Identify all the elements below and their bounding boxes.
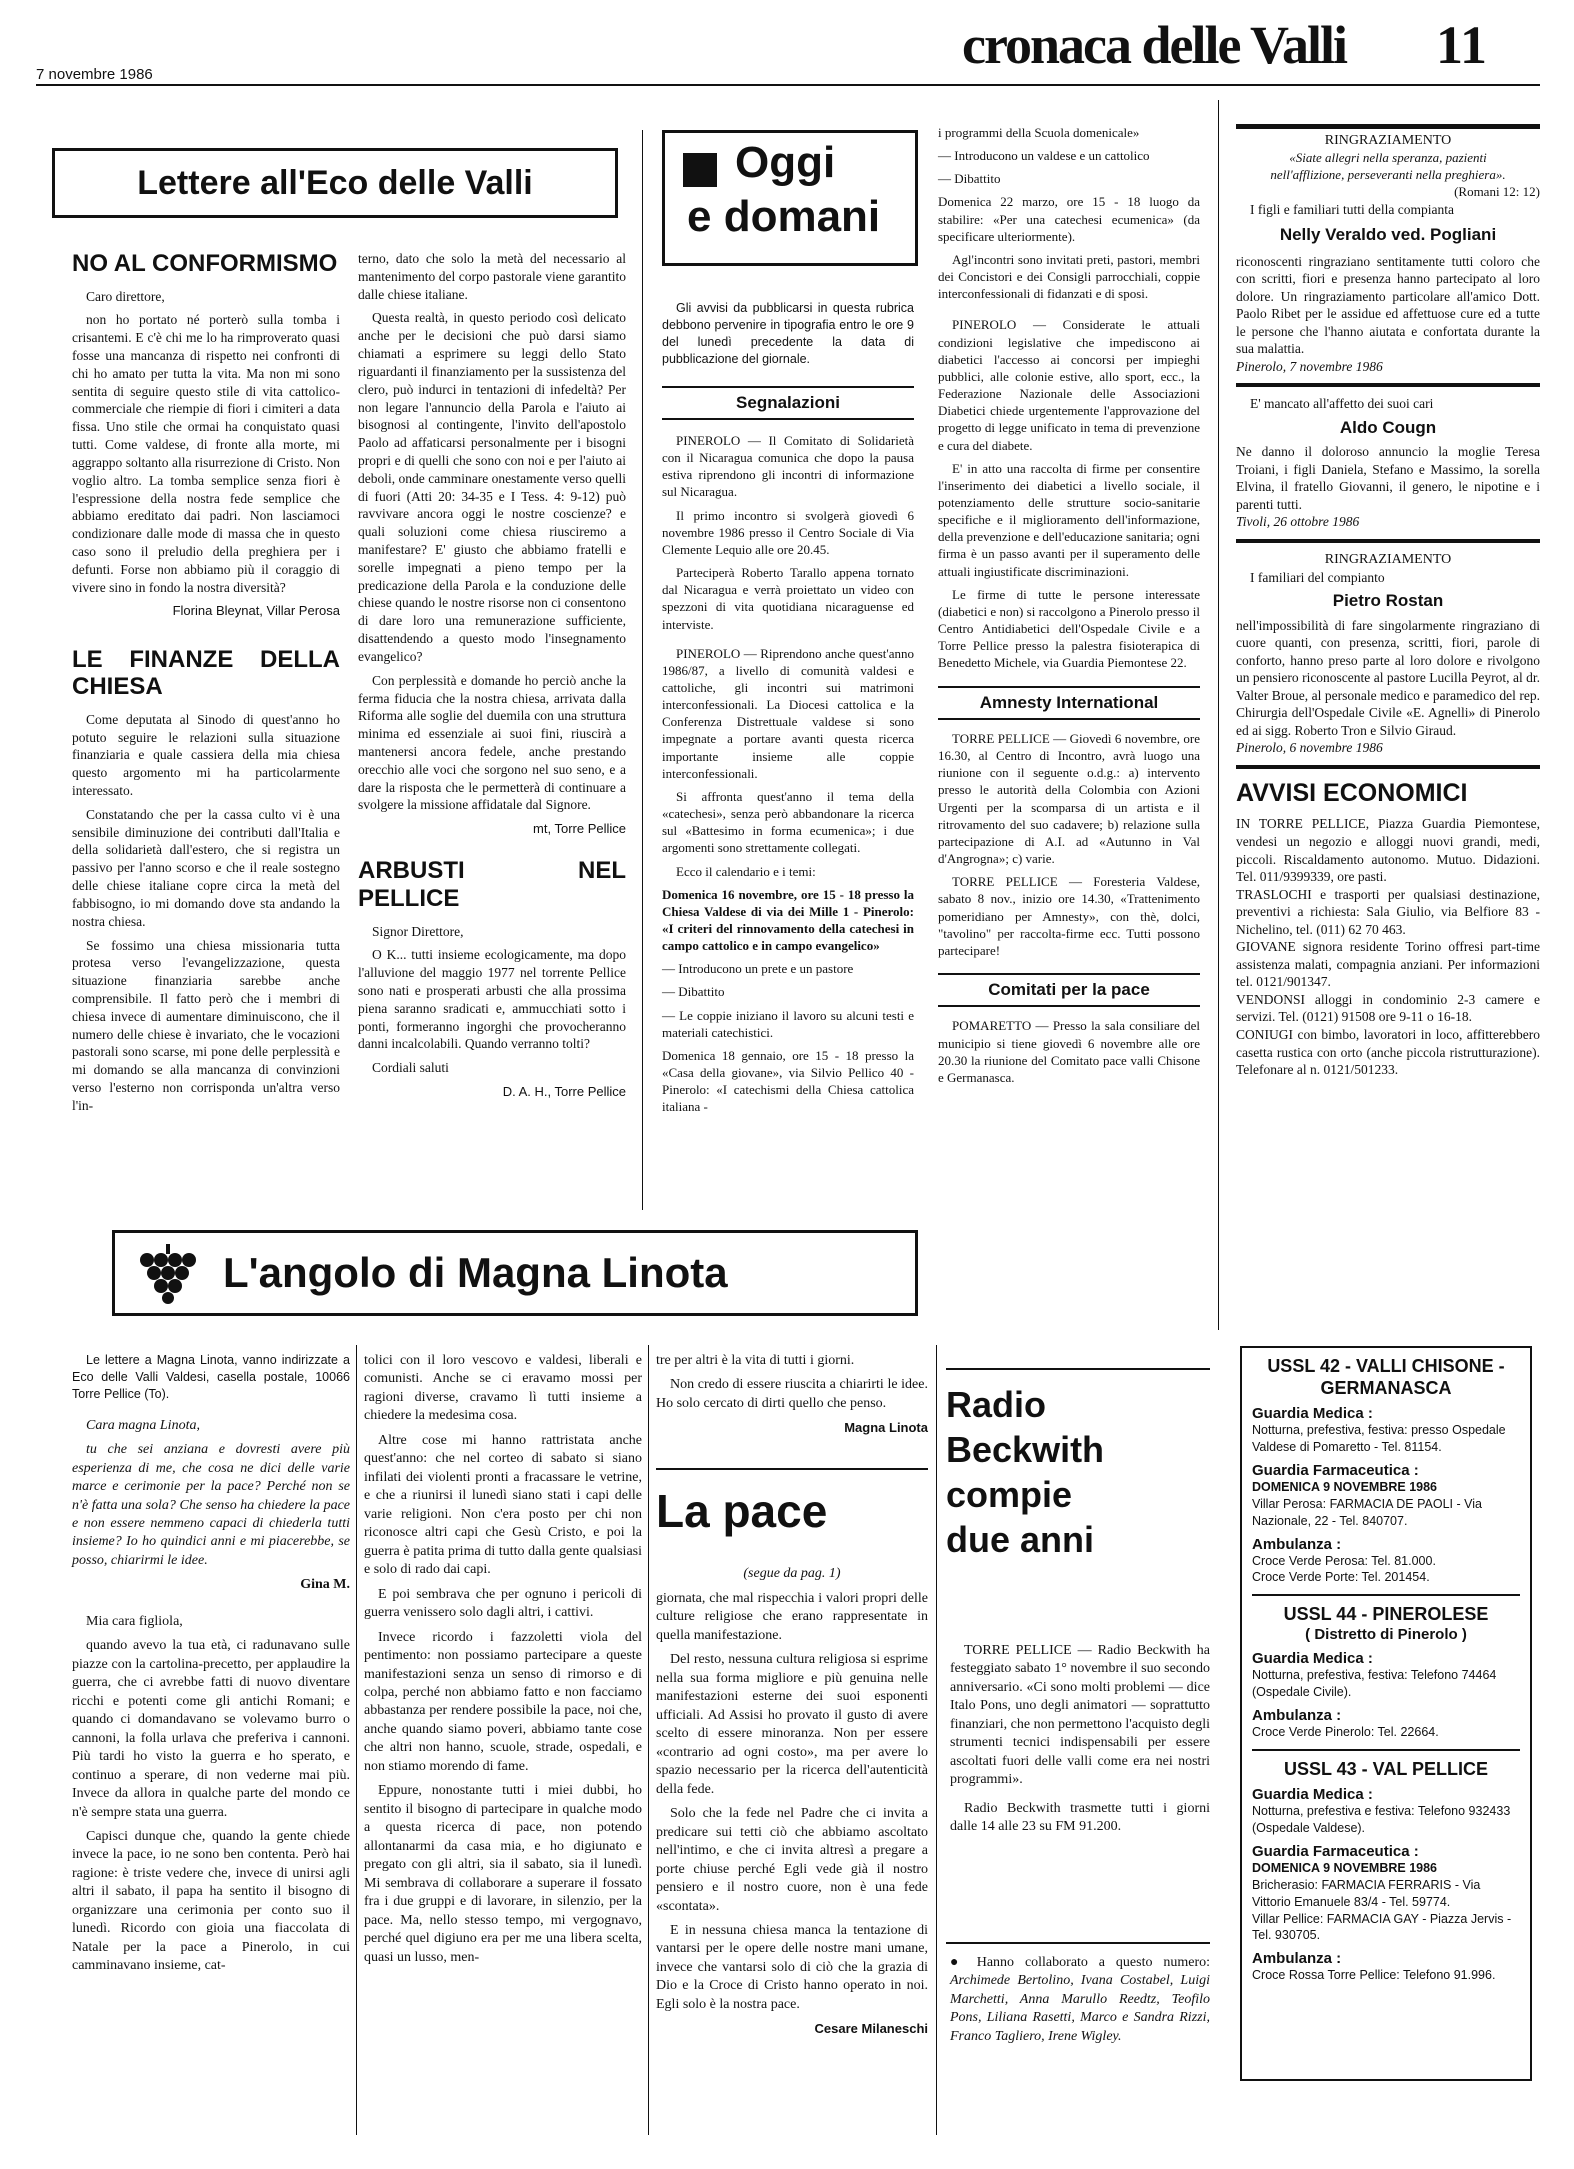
magna-divider-2 xyxy=(648,1345,649,2135)
oggi-pin5: Si affronta quest'anno il tema della «catechesi», senza però abbandonare la ricerca sul «Battesimo in forma ecumenica»; i due argomenti sono strettamente collegati. xyxy=(662,788,914,856)
page-number: 11 xyxy=(1436,15,1488,75)
finanze-p2: Constatando che per la cassa culto vi è una sensibile diminuzione dei contributi dall'Italia e della solidarietà dall'estero, che si registra un passivo per l'anno scorso e che il reale sostegno delle chiese italiane copre circa la metà del fabbisogno, io mi domando dove sta andando la nostra chiesa. xyxy=(72,806,340,929)
pace-rule xyxy=(656,1468,928,1470)
oggi-col2a: i programmi della Scuola domenicale» xyxy=(938,125,1140,140)
ussl43-gf-b: Villar Pellice: FARMACIA GAY - Piazza Jervis - Tel. 930705. xyxy=(1252,1911,1512,1943)
radio-divider xyxy=(936,1345,937,2135)
oggi-pin4: PINEROLO — Riprendono anche quest'anno 1986/87, a livello di comunità valdesi e cattoliche, gli incontri sui matrimoni interconfessionali. La Diocesi cattolica e la Conferenza Distrettuale valdese si sono impegnate a portare avanti questa ricerca importante insieme alle coppie interconfessionali. xyxy=(662,645,914,781)
pace-p3: Solo che la fede nel Padre che ci invita a predicare sui tetti ciò che abbiamo ascoltato nell'intimo, e che ci invita altresì a pregare a porte chiuse perché Egli vede già il nostro pensiero e il nostro cuore, non è una fede «scontata». xyxy=(656,1806,928,1914)
ussl44-gm: Notturna, prefestiva, festiva: Telefono 74464 (Ospedale Civile). xyxy=(1252,1667,1497,1699)
ussl44-title: USSL 44 - PINEROLESE xyxy=(1283,1604,1489,1625)
pace-p4: E in nessuna chiesa manca la tentazione di vantarsi per le opere delle nostre mani umane, invece che vantarsi solo di ciò che la grazia di Dio e la Croce di Cristo hanno operato in noi. Egli solo è la nostra pace. xyxy=(656,1922,928,2012)
oggi-dom16b: — Dibattito xyxy=(662,984,725,1000)
oggi-pin1: PINEROLO — Il Comitato di Solidarietà con il Nicaragua comunica che dopo la pausa estiva riprendono gli incontri di informazione sul Nicaragua. xyxy=(662,432,914,500)
magna-r5: E poi sembrava che per ognuno i pericoli di guerra venissero solo dagli altri, i cattivi. xyxy=(364,1586,642,1621)
right-rule-1 xyxy=(1236,383,1540,387)
ring1-ref: (Romani 12: 12) xyxy=(1454,183,1540,199)
mancato-intro: E' mancato all'affetto dei suoi cari xyxy=(1250,396,1434,412)
magna-letter-signature: Gina M. xyxy=(300,1577,350,1593)
collab-names: Archimede Bertolino, Ivana Costabel, Luigi Marchetti, Anna Marullo Reedtz, Teofilo Pons, Liliana Rasetti, Marco e Sandra Rizzi, Franco Tagliero, Irene Wigley. xyxy=(950,1973,1210,2044)
masthead-date: 7 novembre 1986 xyxy=(36,66,153,83)
arbusti-body: O K... tutti insieme ecologicamente, ma dopo l'alluvione del maggio 1977 nel torrente Pellice sono nati e prosperati arbusti che alla prossima piena saranno sradicati e, ammucchiati sotto i ponti, formeranno ingorghi che provocheranno danni incalcolabili. Quando verranno tolti? xyxy=(358,947,626,1052)
masthead-section: cronaca delle Valli xyxy=(962,15,1347,75)
grapes-icon xyxy=(133,1242,203,1304)
ussl42-gm: Notturna, prefestiva, festiva: presso Ospedale Valdese di Pomaretto - Tel. 81154. xyxy=(1252,1423,1506,1455)
oggi-col-2 xyxy=(938,124,1200,1092)
ussl44-amb-label: Ambulanza : xyxy=(1252,1706,1342,1724)
avvisi-5: CONIUGI con bimbo, lavoratori in loco, affitterebbero casetta rustica con orto (anche piccola ristrutturazione). Telefonare al n. 0121/501233. xyxy=(1236,1026,1540,1078)
conformismo-body: non ho portato né porterò sulla tomba i crisantemi. E c'è chi me lo ha rimproverato quasi fosse una mancanza di rispetto nei confronti di chi ho amato per tutta la vita. Ma non mi sono sentita di seguire questo stile di vita cattolico-commerciale che riempie di fiori i cimiteri a data fissa. Uno stile che ormai ha conquistato quasi tutti. Come valdese, di fronte alla morte, mi aggrappo soltanto alla risurrezione di Cristo. Non voglio altro. La tomba semplice senza fiori è l'espressione della nostra fede semplice che abbiamo ereditato dai padri. Non lasciamoci condizionare dalle mode di massa che in questo caso sono il preludio della preghiera per i defunti. Forse non abbiamo più il coraggio di vivere sino in fondo la nostra diversità? xyxy=(72,312,340,595)
ussl43-date: DOMENICA 9 NOVEMBRE 1986 xyxy=(1252,1860,1437,1875)
ussl43-title: USSL 43 - VAL PELLICE xyxy=(1283,1758,1489,1779)
lettere-divider xyxy=(642,130,643,1210)
radio-p2: Radio Beckwith trasmette tutti i giorni dalle 14 alle 23 su FM 91.200. xyxy=(950,1800,1210,1835)
oggi-pomaretto: POMARETTO — Presso la sala consiliare del municipio si tiene giovedì 6 novembre alle ore 20.30 la riunione del Comitato pace valli Chisone e Germanasca. xyxy=(938,1018,1200,1085)
finanze-p6: Con perplessità e domande ho perciò anche la ferma fiducia che la nostra chiesa, arrivata dalla Riforma alle soglie del duemila con una struttura minima ed essenziale ai suoi fini, riuscirà a mantenersi ancora fedele, anche prestando orecchio alle voci che sorgono nel suo seno, e a dare la risposta che le permetterà di continuare a svolgere la missione affidatale dal Signore. xyxy=(358,672,626,813)
oggi-amnesty1: TORRE PELLICE — Giovedì 6 novembre, ore 16.30, al Centro di Incontro, avrà luogo una riunione con il seguente o.d.g.: a) intervento presso le autorità della Colombia con Azioni Urgenti per la scomparsa di un artista e il ritrovamento del suo cadavere; b) relazione sulla partecipazione di A.I. ad «Autunno in Val d'Angrogna»; c) varie. xyxy=(938,730,1200,867)
right-top-rule xyxy=(1236,124,1540,129)
ring1-place: Pinerolo, 7 novembre 1986 xyxy=(1236,358,1383,374)
avvisi-3: GIOVANE signora residente Torino offresi part-time assistenza malati, compagnia anziani. Per informazioni tel. 0121/901347. xyxy=(1236,939,1540,990)
radio-title-1: Radio xyxy=(946,1384,1047,1425)
ussl42-gm-label: Guardia Medica : xyxy=(1252,1405,1373,1423)
ussl44-gm-label: Guardia Medica : xyxy=(1252,1649,1373,1667)
magna-r2: Capisci dunque che, quando la gente chiede invece la pace, io ne sono ben contenta. Però hai ragione: è triste vedere che, invece di unirsi agli altri il sabato, il papa ha sentito il bisogno di organizzare una cerimonia per conto suo il lunedì. Ricordo con gioia una fiaccolata di Natale per la pace a Pinerolo, in cui camminavano insieme, cat- xyxy=(72,1829,350,1974)
magna-r4: Altre cose mi hanno rattristata anche quest'anno: che nel corteo di sabato si siano infilati dei violenti pronti a fracassare le vetrine, e che a riunirsi il lunedì siano stati i capi delle varie religioni. Non c'era posto per chi non riconosce altri capi che Gesù Cristo, e poi la guerra è patita prima di tutto dalla gente qualsiasi e solo di rado dai capi. xyxy=(364,1432,642,1578)
arbusti-signature: D. A. H., Torre Pellice xyxy=(502,1084,626,1100)
lettere-col-1 xyxy=(72,250,340,1121)
oggi-col-1 xyxy=(662,300,914,1122)
magna-r8: tre per altri è la vita di tutti i giorni. xyxy=(656,1353,855,1368)
amnesty-label: Amnesty International xyxy=(938,686,1200,720)
mancato-text: Ne danno il doloroso annuncio la moglie Teresa Troiani, i figli Daniela, Stefano e Massimo, la sorella Elvina, il fratello Giovanni, il genero, le nipotine e i parenti tutti. xyxy=(1236,443,1540,512)
collab-intro: Hanno collaborato a questo numero: xyxy=(976,1955,1210,1970)
ussl43-amb-label: Ambulanza : xyxy=(1252,1950,1342,1968)
square-icon xyxy=(683,153,717,187)
magna-reply-salutation: Mia cara figliola, xyxy=(86,1613,183,1629)
radio-rule xyxy=(946,1368,1210,1370)
ussl44-amb: Croce Verde Pinerolo: Tel. 22664. xyxy=(1252,1724,1439,1739)
ring1-text: riconoscenti ringraziano sentitamente tutti coloro che con scritti, fiori e presenza hanno partecipato al loro dolore. Un ringraziamento particolare all'amico Dott. Paolo Ribet per le assidue ed affettuose cure ed a tutte le persone che l'hanno aiutata e confortata durante la sua malattia. xyxy=(1236,253,1540,357)
magna-header-text: L'angolo di Magna Linota xyxy=(223,1249,728,1296)
magna-col-3 xyxy=(656,1352,928,1437)
oggi-intro: Gli avvisi da pubblicarsi in questa rubrica debbono pervenire in tipografia entro le ore 9 del lunedì precedente la data di pubblicazione del giornale. xyxy=(662,301,914,366)
ussl44-subtitle: ( Distretto di Pinerolo ) xyxy=(1305,1625,1467,1643)
ussl43-amb: Croce Rossa Torre Pellice: Telefono 91.996. xyxy=(1252,1968,1496,1983)
arbusti-title: ARBUSTI NEL PELLICE xyxy=(358,857,626,912)
ussl43-gf-label: Guardia Farmaceutica : xyxy=(1252,1842,1419,1860)
ring2-text: nell'impossibilità di fare singolarmente ringraziano di cuore quanti, con presenza, scritti, fiori, parole di conforto, hanno preso parte al loro dolore e rivolgono un pensiero riconoscente al pastore Lucilla Peyrot, al dr. Valter Broue, al personale medico e paramedico del rep. Chirurgia dell'Ospedale Civile «E. Agnelli» di Pinerolo ed ai sigg. Roberto Tron e Silvio Giraud. xyxy=(1236,617,1540,738)
magna-col-1 xyxy=(72,1352,350,1982)
ring2-intro: I familiari del compianto xyxy=(1250,569,1385,585)
radio-p1: TORRE PELLICE — Radio Beckwith ha festeggiato sabato 1° novembre il suo secondo anniversario. «Ci sono molti problemi — dice Italo Pons, uno degli animatori — soprattutto finanziari, che non permettono l'acquisto degli strumenti tecnici indispensabili per essere ascoltati fuori delle valli come era nei nostri programmi». xyxy=(950,1643,1210,1788)
oggi-title-1: Oggi xyxy=(735,138,836,187)
arbusti-closing: Cordiali saluti xyxy=(372,1060,449,1076)
ussl-box xyxy=(1240,1346,1532,2081)
arbusti-salutation: Signor Direttore, xyxy=(372,923,464,939)
ring1-label: RINGRAZIAMENTO xyxy=(1324,133,1452,148)
ring2-place: Pinerolo, 6 novembre 1986 xyxy=(1236,740,1383,756)
oggi-pin3: Parteciperà Roberto Tarallo appena tornato dal Nicaragua e verrà proiettato un video con spezzoni di vita quotidiana nicaraguense ed interviste. xyxy=(662,565,914,632)
right-rule-3 xyxy=(1236,765,1540,769)
oggi-dom22: Domenica 22 marzo, ore 15 - 18 luogo da stabilire: «Per una catechesi ecumenica» (da specificare ulteriormente). xyxy=(938,194,1200,244)
conformismo-title: NO AL CONFORMISMO xyxy=(72,250,338,277)
lettere-header xyxy=(52,148,618,218)
ring2-name: Pietro Rostan xyxy=(1332,591,1444,611)
oggi-header xyxy=(662,130,918,266)
magna-r9: Non credo di essere riuscita a chiarirti le idee. Ho solo cercato di dirti quello che penso. xyxy=(656,1377,928,1411)
ussl42-gf-label: Guardia Farmaceutica : xyxy=(1252,1461,1419,1479)
oggi-invitati: Agl'incontri sono invitati preti, pastori, membri dei Concistori e dei Consigli parrocchiali, coppie interconfessionali di fidanzati e di sposi. xyxy=(938,251,1200,302)
oggi-diab3: Le firme di tutte le persone interessate (diabetici e non) si raccolgono a Pinerolo presso il Centro Antidiabetici dell'Ospedale Civile e a Torre Pellice presso la palestra fisioterapica di Benedetto Michele, via Guardia Piemontese 22. xyxy=(938,586,1200,671)
avvisi-2: TRASLOCHI e trasporti per qualsiasi destinazione, preventivi a richiesta: Sala Giulio, via Belfiore 83 - Nichelino, tel. (011) 62 70 463. xyxy=(1236,886,1540,937)
ussl42-title: USSL 42 - VALLI CHISONE - GERMANASCA xyxy=(1267,1356,1505,1398)
pace-p1: giornata, che mal rispecchia i valori propri delle culture religiose che erano rappresentate in quella manifestazione. xyxy=(656,1591,928,1643)
lettere-header-text: Lettere all'Eco delle Valli xyxy=(137,163,533,202)
magna-r6: Invece ricordo i fazzoletti viola del pentimento: non possiamo partecipare a queste manifestazioni senza un senso di rimorso e di colpa, perché non abbiamo fatto e non facciamo abbastanza per rendere possibile la pace, noi che, anche quando siamo poveri, abbiamo tante cose che altri non hanno, scuole, strade, ospedali, e non stiamo morendo di fame. xyxy=(364,1629,642,1774)
avvisi-1: IN TORRE PELLICE, Piazza Guardia Piemontese, vendesi un negozio e alloggi nuovi grandi, medi, piccoli. Riscaldamento autonomo. Mutuo. Didazioni. Tel. 011/9399339, ore pasti. xyxy=(1236,816,1540,885)
segnalazioni-label: Segnalazioni xyxy=(662,386,914,420)
ussl-rule-1 xyxy=(1252,1594,1520,1596)
oggi-col2c: — Dibattito xyxy=(938,171,1001,187)
finanze-title: LE FINANZE DELLA CHIESA xyxy=(72,645,340,701)
radio-title xyxy=(946,1382,1210,1562)
masthead-rule xyxy=(36,84,1540,86)
pace-signature: Cesare Milaneschi xyxy=(814,2021,928,2037)
magna-letter: tu che sei anziana e dovresti avere più esperienza di me, che cosa ne dici delle varie marce e cerimonie per la pace? Perché non se n'è fatta una sola? Che senso ha chiedere la pace e non essere nemmeno capaci di chiederla tutti insieme? Io ho quindici anni e mi piacerebbe, se posso, chiarirmi le idee. xyxy=(72,1442,350,1568)
magna-r7: Eppure, nonostante tutti i miei dubbi, ho sentito il bisogno di partecipare in qualche modo a questa ricerca di pace, non potendo allontanarmi da casa mia, e ho digiunato e pregato con gli altri, sia il sabato, sia il lunedì. Mi sembrava di collaborare a superare il fossato fra i due gruppi e di lavorare, in silenzio, per la pace. Ma, nello stesso tempo, mi vergognavo, perché quel digiuno era per me una libera scelta, quasi un lusso, men- xyxy=(364,1783,642,1965)
ussl42-amb-b: Croce Verde Porte: Tel. 201454. xyxy=(1252,1570,1430,1585)
oggi-col2b: — Introducono un valdese e un cattolico xyxy=(938,148,1150,164)
oggi-dom18: Domenica 18 gennaio, ore 15 - 18 presso la «Casa della giovane», via Silvio Pellico 40 - Pinerolo: «I catechismi della Chiesa cattolica italiana - xyxy=(662,1047,914,1115)
oggi-title-2: e domani xyxy=(687,192,881,241)
ussl-rule-2 xyxy=(1252,1749,1520,1751)
magna-divider-1 xyxy=(356,1345,357,2135)
radio-body xyxy=(950,1642,1210,1843)
radio-title-3: compie xyxy=(946,1474,1073,1515)
radio-title-2: Beckwith xyxy=(946,1429,1105,1470)
pace-p2: Del resto, nessuna cultura religiosa si esprime nella sua forma migliore e più genuina nelle manifestazioni esterne dei suoi esponenti ufficiali. Ad Assisi ho provato il gusto di avere scelto di essere minoranza. Non per essere «contrario ad ogni costo», ma per avere lo spazio necessario per la ricerca dell'autenticità della fede. xyxy=(656,1652,928,1797)
magna-letter-salutation: Cara magna Linota, xyxy=(86,1417,200,1433)
right-rule-2 xyxy=(1236,539,1540,543)
bullet-icon: ● xyxy=(950,1955,977,1970)
pace-subtitle: (segue da pag. 1) xyxy=(743,1566,841,1581)
pace-title: La pace xyxy=(656,1485,828,1537)
mancato-name: Aldo Cougn xyxy=(1339,417,1437,437)
ussl42-date: DOMENICA 9 NOVEMBRE 1986 xyxy=(1252,1479,1437,1494)
oggi-diab1: PINEROLO — Considerate le attuali condizioni legislative che impediscono ai diabetici l'accesso ai concorsi per impieghi pubblici, alle colonie estive, allo sport, ecc., la Federazione Nazionale delle Associazioni Diabetici chiede urgentemente l'approvazione del progetto di legge unificato in tema di prevenzione e cura del diabete. xyxy=(938,317,1200,453)
ussl43-gm: Notturna, prefestiva e festiva: Telefono 932433 (Ospedale Valdese). xyxy=(1252,1804,1511,1835)
magna-reply-signature: Magna Linota xyxy=(844,1420,928,1436)
ussl42-amb-label: Ambulanza : xyxy=(1252,1535,1342,1553)
ring1-name: Nelly Veraldo ved. Pogliani xyxy=(1279,225,1497,245)
finanze-p5: Questa realtà, in questo periodo così delicato anche per le decisioni che può darsi siamo chiamati a esprimere su leggi dello Stato riguardanti il finanziamento per la sussistenza del clero, può indurci in tentazioni di infedeltà? Per non legare l'annuncio della Parola e l'aiuto ai bisognosi al contingente, l'invito dell'apostolo Paolo ad affaticarsi personalmente per i bisogni propri e di quelli che sono con noi e per l'aiuto ai deboli, onde camminare onestamente verso quelli di fuori (Atti 20: 34-35 e I Tess. 4: 9-12) può ravvivare ancora oggi le nostre coscienze? e quali soluzioni come chiesa riusciremo a manifestare? E' giusto che abbiamo fratelli e sorelle impegnati a pieno tempo per la predicazione della Parola e la conduzione delle chiese quando le nostre risorse non ci consentono di dare loro una remunerazione sufficiente, disattendendo a questo modo l'insegnamento evangelico? xyxy=(358,310,626,664)
ussl42-gf: Villar Perosa: FARMACIA DE PAOLI - Via Nazionale, 22 - Tel. 840707. xyxy=(1252,1496,1482,1528)
magna-header xyxy=(112,1230,918,1316)
finanze-p3: Se fossimo una chiesa missionaria tutta protesa verso l'evangelizzazione, questa situazione finanziaria sarebbe anche comprensibile. Il fatto però che i membri di chiesa invece di aumentare diminuiscono, che il numero delle chiese è invariato, che le vocazioni pastorali sono scarse, mi pone delle perplessità e mi domando se alla mancanza di convinzioni verso l'esterno non corrisponda un'altra verso l'in- xyxy=(72,937,340,1113)
magna-r3: tolici con il loro vescovo e valdesi, liberali e comunisti. Anche se ci eravamo mossi per ragioni diverse, cravamo lì tutti insieme a chiedere la medesima cosa. xyxy=(364,1353,642,1424)
oggi-pin2: Il primo incontro si svolgerà giovedì 6 novembre 1986 presso il Centro Sociale di Via Clemente Lequio alle ore 20.45. xyxy=(662,507,914,557)
ring1-quote: «Siate allegri nella speranza, pazienti nell'afflizione, perseveranti nella preghiera». xyxy=(1270,150,1506,183)
oggi-dom16a: — Introducono un prete e un pastore xyxy=(662,961,854,977)
mancato-place: Tivoli, 26 ottobre 1986 xyxy=(1236,514,1360,530)
finanze-p4: terno, dato che solo la metà del necessario al mantenimento del corpo pastorale viene garantito dalle chiese italiane. xyxy=(358,251,626,302)
finanze-signature: mt, Torre Pellice xyxy=(533,821,626,837)
conformismo-salutation: Caro direttore, xyxy=(86,288,165,304)
right-column xyxy=(1236,132,1540,1079)
ring2-label: RINGRAZIAMENTO xyxy=(1324,551,1452,567)
oggi-amnesty2: TORRE PELLICE — Foresteria Valdese, sabato 8 nov., inizio ore 14.30, «Trattenimento pomeridiano per Amnesty», con thè, dolci, "tavolino" per raccolta-firme ecc. Tutti possono partecipare! xyxy=(938,874,1200,958)
conformismo-signature: Florina Bleynat, Villar Perosa xyxy=(172,603,340,619)
oggi-dom16c: — Le coppie iniziano il lavoro su alcuni testi e materiali catechistici. xyxy=(662,1007,914,1040)
magna-col-2 xyxy=(364,1352,642,1973)
comitati-label: Comitati per la pace xyxy=(938,973,1200,1007)
oggi-dom16: Domenica 16 novembre, ore 15 - 18 presso la Chiesa Valdese di via dei Mille 1 - Pinerolo: «I criteri del rinnovamento della catechesi in campo cattolico e in campo evangelico» xyxy=(662,886,914,954)
radio-title-4: due anni xyxy=(946,1519,1095,1560)
magna-r1: quando avevo la tua età, ci radunavano sulle piazze con la cartolina-precetto, per applaudire la guerra, che ci avrebbe fatti di nuovo diventare ricchi e potenti come gli antichi Romani; e quando ci domandavano se volevamo burro o cannoni, la folla urlava che preferiva i cannoni. Più tardi ho visto la guerra e ho sperato, e continuo a sperare, di non vederne mai più. Invece da allora in qualche parte del mondo ce n'è sempre stata una guerra. xyxy=(72,1638,350,1820)
avvisi-4: VENDONSI alloggi in condominio 2-3 camere e servizi. Tel. (0121) 91508 ore 9-11 o 16-18. xyxy=(1236,991,1540,1025)
oggi-pin6: Ecco il calendario e i temi: xyxy=(676,863,816,879)
ussl43-gm-label: Guardia Medica : xyxy=(1252,1786,1373,1804)
collab-rule xyxy=(946,1942,1210,1944)
ring1-intro: I figli e familiari tutti della compianta xyxy=(1250,201,1454,217)
oggi-divider xyxy=(1218,100,1219,1330)
lettere-col-2 xyxy=(358,250,626,1100)
finanze-p1: Come deputata al Sinodo di quest'anno ho potuto seguire le relazioni sulla situazione finanziaria e quale cassiera della mia chiesa questo argomento mi ha particolarmente interessato. xyxy=(72,711,340,798)
pace-body xyxy=(656,1590,928,2037)
ussl42-amb-a: Croce Verde Perosa: Tel. 81.000. xyxy=(1252,1553,1436,1568)
oggi-diab2: E' in atto una raccolta di firme per consentire l'inserimento dei diabetici a livello sociale, il potenziamento delle strutture socio-sanitarie specifiche e il miglioramento dell'informazione, della prevenzione e dell'educazione sanitaria; ogni firma è un passo avanti per il superamento delle attuali ingiustificate discriminazioni. xyxy=(938,460,1200,579)
magna-intro: Le lettere a Magna Linota, vanno indirizzate a Eco delle Valli Valdesi, casella postale, 10066 Torre Pellice (To). xyxy=(72,1353,350,1401)
ussl43-gf-a: Bricherasio: FARMACIA FERRARIS - Via Vittorio Emanuele 83/4 - Tel. 59774. xyxy=(1252,1877,1481,1909)
avvisi-title: AVVISI ECONOMICI xyxy=(1236,778,1468,807)
collab-block xyxy=(950,1954,1210,2046)
